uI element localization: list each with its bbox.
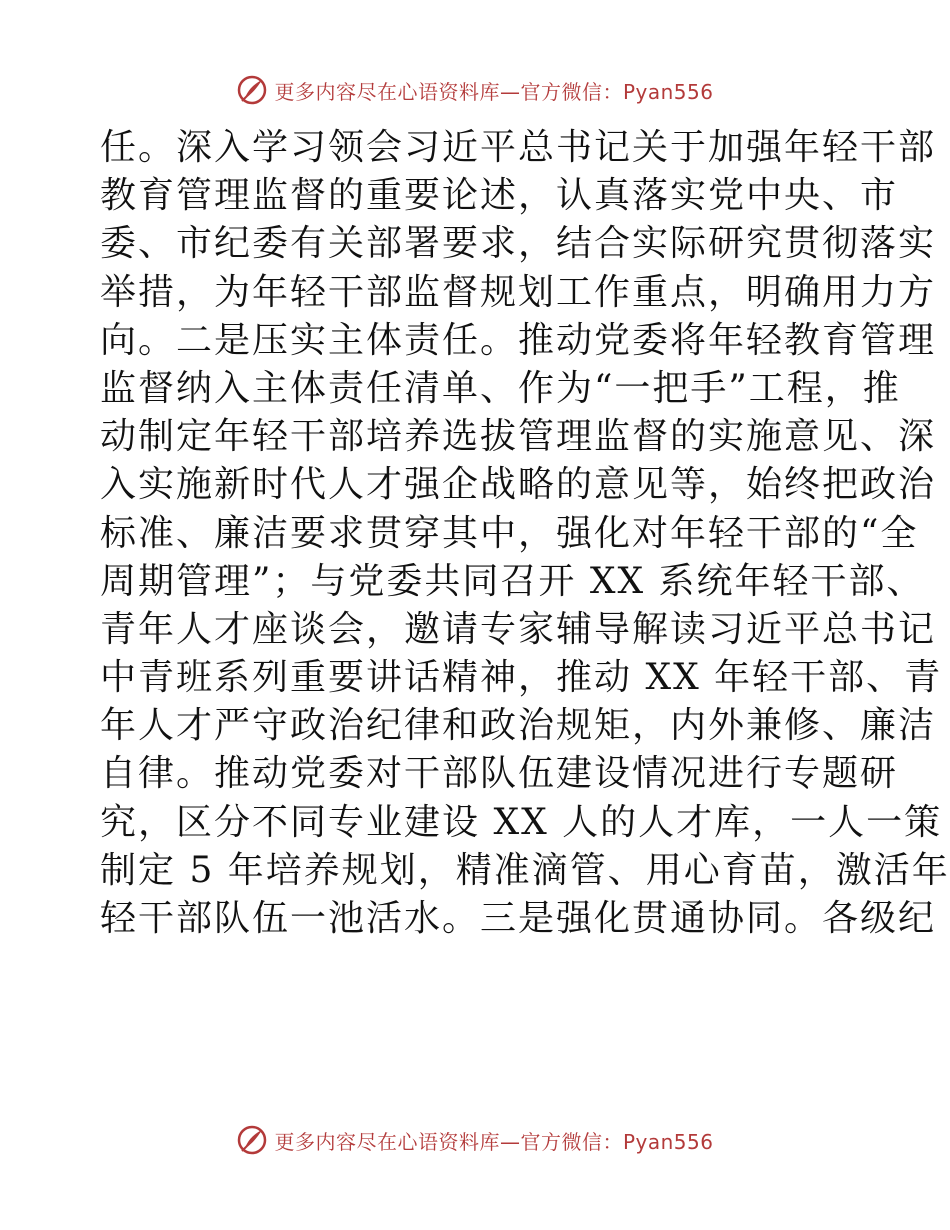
body-line: 入实施新时代人才强企战略的意见等，始终把政治 <box>100 464 937 506</box>
body-line: 教育管理监督的重要论述，认真落实党中央、市 <box>100 175 899 217</box>
body-line: 监督纳入主体责任清单、作为“一把手”工程，推 <box>100 367 901 409</box>
body-line: 举措，为年轻干部监督规划工作重点，明确用力方 <box>100 271 937 313</box>
body-line: 委、市纪委有关部署要求，结合实际研究贯彻落实 <box>100 223 937 265</box>
body-line: 任。深入学习领会习近平总书记关于加强年轻干部 <box>100 127 937 168</box>
body-line: 动制定年轻干部培养选拔管理监督的实施意见、深 <box>100 416 937 458</box>
header-banner <box>0 70 950 110</box>
feather-quill-logo-icon <box>236 74 268 106</box>
footer-banner <box>0 1120 950 1160</box>
body-line: 中青班系列重要讲话精神，推动 XX 年轻干部、青 <box>100 657 943 699</box>
body-line: 青年人才座谈会，邀请专家辅导解读习近平总书记 <box>100 608 937 650</box>
header-banner-text: 更多内容尽在心语资料库—官方微信：Pyan556 <box>274 79 714 104</box>
body-line: 制定 5 年培养规划，精准滴管、用心育苗，激活年 <box>100 849 950 891</box>
document-body <box>100 124 950 943</box>
body-line: 标准、廉洁要求贯穿其中，强化对年轻干部的“全 <box>100 512 919 554</box>
body-line: 自律。推动党委对干部队伍建设情况进行专题研 <box>100 753 899 795</box>
feather-quill-logo-icon <box>236 1124 268 1156</box>
body-line: 年人才严守政治纪律和政治规矩，内外兼修、廉洁 <box>100 705 937 747</box>
footer-banner-text: 更多内容尽在心语资料库—官方微信：Pyan556 <box>274 1129 714 1154</box>
body-line: 究，区分不同专业建设 XX 人的人才库，一人一策 <box>100 801 943 843</box>
body-line: 轻干部队伍一池活水。三是强化贯通协同。各级纪 <box>100 898 937 939</box>
body-line: 向。二是压实主体责任。推动党委将年轻教育管理 <box>100 319 937 361</box>
body-line: 周期管理”；与党委共同召开 XX 系统年轻干部、 <box>100 560 925 602</box>
